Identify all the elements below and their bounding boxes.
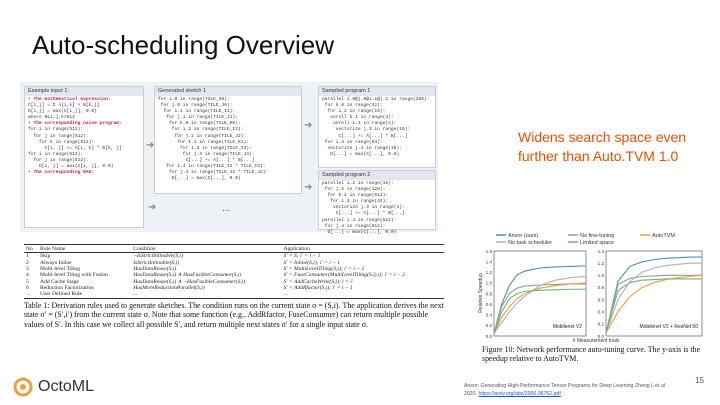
table-row: [24, 272, 444, 278]
table-cell: IsStrictInlinable(S,i): [133, 259, 180, 266]
code-line: for j in range(512):: [28, 157, 89, 163]
table-cell: 3: [26, 265, 29, 272]
y-tick-label: 1.2: [485, 270, 492, 276]
figure-caption: Figure 10: Network performance auto-tuning curve. The y-axis is the speedup relative to AutoTVM.: [482, 345, 701, 364]
code-block: [155, 96, 301, 183]
table-cell: S′ = MultiLevelTiling(S,i); i′ = i − 1: [283, 265, 365, 272]
page-number: 15: [695, 376, 704, 385]
code-line: C[i,j] = Σ A[i,k] × B[k,j]: [28, 103, 100, 109]
code-line: for j.0 in range(TILE_J0):: [158, 103, 233, 109]
code-line: for i.3 in range(TILE_I3):: [158, 145, 252, 151]
code-line: C[i, j] += A[i, k] * B[k, j]: [28, 145, 122, 151]
table-header-cell: Rule Name: [38, 245, 131, 253]
code-line: vectorize j.3 in range(16):: [322, 127, 411, 133]
code-line: for i in range(512):: [28, 127, 84, 133]
series-line: [606, 263, 702, 333]
code-block: [319, 96, 435, 159]
legend-label: Limited space: [580, 240, 614, 246]
table-cell: HasDataReuse(S,i): [133, 265, 177, 272]
code-line: D[i, j] = max(C[i, j], 0.0): [28, 164, 114, 170]
table-cell: S′ = AddRfactor(S,i); i′ = i − 1: [283, 285, 353, 292]
example-input-panel: [24, 86, 144, 228]
code-line: for j in range(512):: [28, 133, 89, 139]
table-caption: Table 1: Derivation rules used to generate sketches. The condition runs on the current state σ = (S,i). The application derives the next state σ′ = (S′,i′) from the current state σ. Note that some function (e.g., AddRfactor, FuseConsumer) can return multiple possible values of S′. In this case we collect all possible S′, and return multiple next states σ′ for a single input state σ.: [24, 300, 444, 329]
table-cell: Add Cache Stage: [40, 278, 79, 285]
arrow-right-icon: ➜: [304, 120, 313, 131]
code-line: D[i,j] = max(C[i,j], 0.0): [28, 109, 97, 115]
code-line: for i.2 in range(TILE_I2):: [158, 127, 244, 133]
table-cell: ...: [281, 291, 444, 298]
table-cell: S′ = AddCacheWrite(S,i); i = i′: [283, 278, 354, 285]
y-tick-label: 1.6: [485, 248, 492, 254]
rules-table-section: [24, 244, 444, 329]
x-axis-label: # Measurement trials: [572, 338, 620, 344]
generated-sketch-panel: [154, 86, 302, 194]
code-line: C[...] += A[...] * B[...]: [158, 157, 255, 163]
y-tick-label: 0.0: [485, 333, 492, 339]
panel-header: Sampled program 1: [319, 87, 435, 96]
code-line: where 0≤i,j,k<512: [28, 115, 75, 121]
rules-table: [24, 244, 444, 299]
code-line: for k.0 in range(TILE_K0):: [158, 121, 241, 127]
arrow-right-icon: ➜: [304, 182, 313, 193]
y-tick-label: 0.8: [597, 285, 604, 291]
y-tick-label: 0.2: [597, 321, 604, 327]
table-header-cell: Application: [281, 245, 444, 253]
table-cell: 5: [26, 278, 29, 285]
table-cell: 6: [26, 285, 29, 292]
code-line: • The corresponding DAG:: [28, 170, 95, 176]
y-tick-label: 0.4: [485, 312, 492, 318]
legend-label: No task scheduler: [508, 240, 553, 246]
table-cell: S′ = FuseConsumer(MultiLevelTiling(S,i),i); i′ = i − 2: [283, 272, 405, 279]
y-tick-label: 0.4: [597, 309, 604, 315]
logo-text: OctoML: [38, 378, 95, 395]
code-line: parallel i.4 in range(512):: [322, 217, 397, 223]
table-cell: HasMoreReductionParallel(S,i): [133, 285, 205, 292]
y-tick-label: 1.0: [597, 273, 604, 279]
table-row: [24, 253, 444, 260]
panel-header: Example input 1:: [25, 87, 143, 96]
y-tick-label: 1.4: [485, 259, 492, 265]
code-line: vectorize j.3 in range(4):: [322, 205, 405, 211]
code-block: [319, 180, 435, 237]
code-line: for j.2 in range(TILE_J2):: [158, 133, 247, 139]
table-cell: 1: [26, 253, 29, 260]
subplot-title: Mobilenet V2: [552, 324, 582, 330]
octoml-logo-icon: [12, 376, 34, 398]
code-line: for i.2 in range(16):: [322, 109, 386, 115]
code-line: vectorize j.4 in range(16):: [322, 145, 402, 151]
code-line: for i.0 in range(TILE_I0):: [158, 97, 230, 102]
tuning-curve-svg: [476, 231, 710, 343]
table-header-cell: Condition: [131, 245, 281, 253]
code-line: D[...] = max(C[...], 0.0): [322, 229, 397, 235]
table-cell: ...: [131, 291, 281, 298]
subplot-title: Mobilenet V2 + ResNet 50: [639, 324, 698, 330]
code-line: for j.2 in range(128):: [322, 187, 386, 193]
code-line: • The mathematical expression:: [28, 97, 111, 102]
legend-label: Ansor (ours): [508, 233, 539, 239]
sampled-program-1-panel: [318, 86, 436, 168]
legend-label: No fine-tuning: [580, 233, 615, 239]
table-cell: S′ = Inline(S,i); i′ = i − 1: [283, 259, 341, 266]
legend-label: AutoTVM: [652, 233, 675, 239]
code-line: for j.4 in range(TILE_J2 * TILE_J3):: [158, 170, 269, 176]
table-cell: Multi-level Tiling with Fusion: [40, 272, 108, 279]
table-row: [24, 291, 444, 298]
citation-line: Ansor: Generating High-Performance Tensor Programs for Deep Learning Zheng L et al: [464, 383, 665, 389]
table-cell: Multi-level Tiling: [40, 265, 80, 272]
panel-header: Generated sketch 1: [155, 87, 301, 96]
y-tick-label: 1.2: [597, 260, 604, 266]
y-axis-label: Relative Speedup: [478, 273, 484, 313]
table-cell: HasDataReuse(S,i) ∧ HasFusibleConsumer(S,i): [133, 272, 242, 279]
citation-footer: [464, 382, 704, 398]
code-line: for k.1 in range(TILE_K1):: [158, 139, 249, 145]
code-line: C[...] += A[...] * B[...]: [322, 211, 405, 217]
code-line: for i.1 in range(TILE_I1):: [158, 109, 236, 115]
code-line: for k in range(512):: [28, 139, 95, 145]
code-line: for i.4 in range(TILE_I2 * TILE_I3):: [158, 164, 266, 170]
code-line: unroll k.1 in range(4):: [322, 115, 394, 121]
code-line: for j.4 in range(512):: [322, 223, 386, 229]
code-line: • The corresponding naive program:: [28, 121, 122, 127]
y-tick-label: 0.6: [485, 301, 492, 307]
code-line: D[...] = max(C[...], 0.0): [158, 176, 241, 182]
y-tick-label: 0.0: [597, 333, 604, 339]
arrow-right-icon: ➜: [148, 202, 157, 213]
code-line: for i.4 in range(64):: [322, 139, 383, 145]
table-header-cell: No: [24, 245, 38, 253]
code-line: for k.1 in range(512):: [322, 193, 389, 199]
table-cell: ...: [24, 291, 38, 298]
table-cell: HasDataReuse(S,i) ∧ ¬HasFusibleConsumer(S,i): [133, 278, 246, 285]
y-tick-label: 0.2: [485, 323, 492, 329]
table-cell: 4: [26, 272, 29, 279]
slide-title: Auto-scheduling Overview: [32, 30, 335, 60]
octoml-logo: [12, 376, 94, 398]
table-cell: Reduction Factorization: [40, 285, 94, 292]
table-cell: User Defined Rule: [38, 291, 131, 298]
y-tick-label: 0.6: [597, 297, 604, 303]
table-cell: S′ = S; i′ = i − 1: [283, 253, 321, 260]
table-cell: Always Inline: [40, 259, 72, 266]
table-cell: ¬IsStrictInlinable(S,i): [133, 253, 183, 260]
citation-year: 2020.: [464, 391, 477, 397]
callout-text: Widens search space even further than Auto.TVM 1.0: [518, 129, 687, 164]
arrow-right-icon: ➜: [146, 140, 155, 151]
code-line: for j.1 in range(TILE_J1):: [158, 115, 238, 121]
code-line: for j.3 in range(TILE_J3):: [158, 151, 255, 157]
code-line: unroll i.3 in range(4):: [322, 121, 397, 127]
citation-link[interactable]: https://arxiv.org/abs/2006.06762.pdf: [478, 391, 561, 397]
code-line: parallel i.0@j.0@i.1@j.1 in range(256):: [322, 97, 430, 102]
code-line: for i in range(512):: [28, 151, 84, 157]
code-line: for i.3 in range(32):: [322, 199, 389, 205]
y-tick-label: 0.8: [485, 291, 492, 297]
panel-header: Sampled program 2: [319, 171, 435, 180]
code-line: parallel i.2 in range(16):: [322, 181, 394, 186]
y-tick-label: 1.4: [597, 248, 604, 254]
sampled-program-2-panel: [318, 170, 436, 235]
ellipsis: ...: [222, 203, 231, 214]
y-tick-label: 1.0: [485, 280, 492, 286]
table-cell: 2: [26, 259, 29, 266]
code-line: D[...] = max(C[...], 0.0): [322, 151, 400, 157]
code-line: for k.0 in range(32):: [322, 103, 383, 109]
table-cell: Skip: [40, 253, 51, 260]
code-line: C[...] += A[...] * B[...]: [322, 133, 408, 139]
code-block: [25, 96, 143, 177]
